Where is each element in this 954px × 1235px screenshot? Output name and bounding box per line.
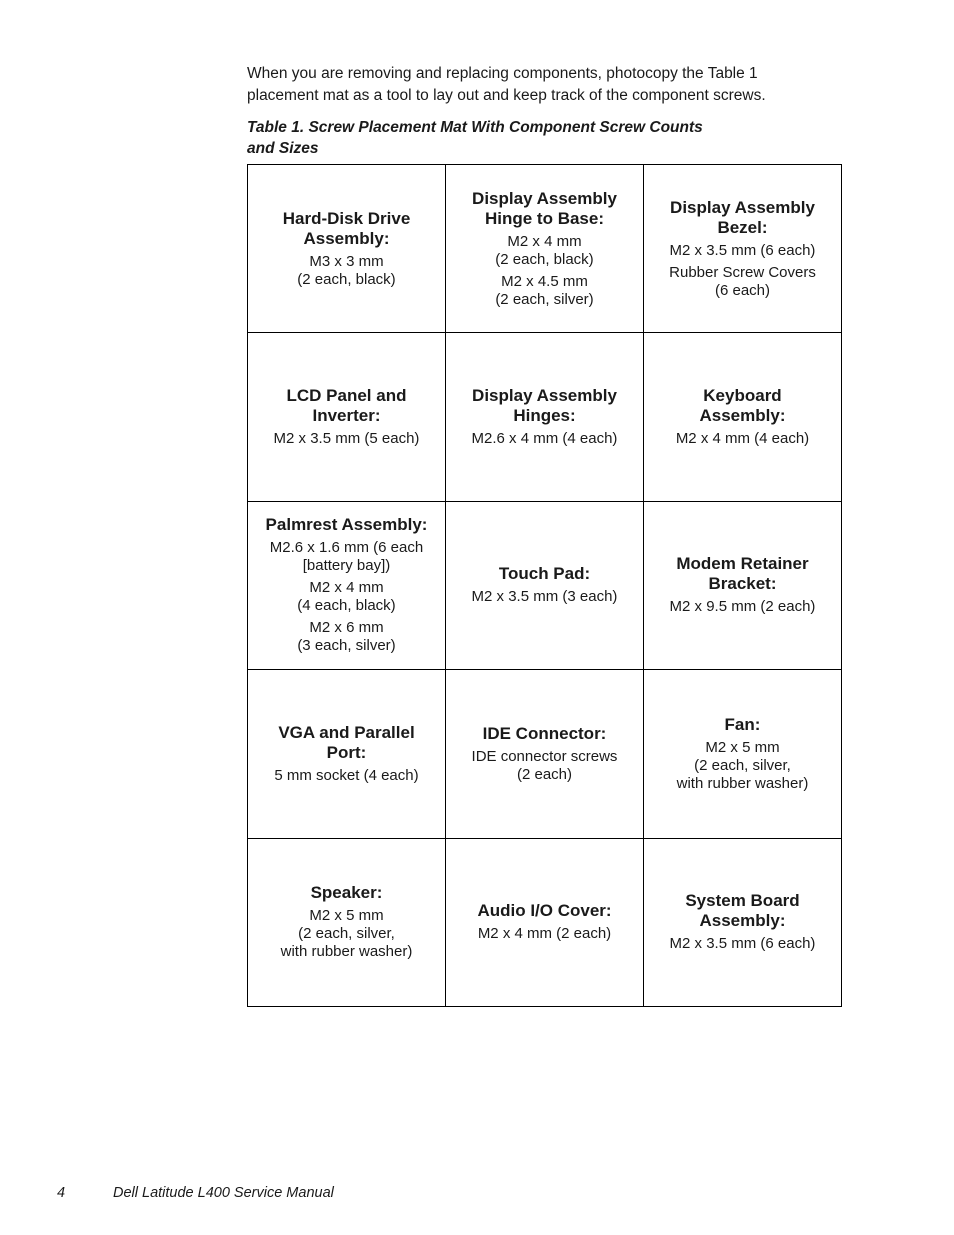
mat-cell (644, 165, 842, 333)
screw-spec: M2.6 x 4 mm (4 each) (471, 430, 618, 448)
component-name: Keyboard Assembly: (699, 386, 786, 426)
screw-spec: M3 x 3 mm (2 each, black) (297, 252, 396, 288)
component-name: VGA and Parallel Port: (278, 722, 415, 762)
mat-cell (644, 670, 842, 838)
screw-spec: Rubber Screw Covers (6 each) (669, 263, 816, 299)
component-name: Audio I/O Cover: (477, 901, 612, 921)
component-name: Modem Retainer Bracket: (676, 554, 809, 594)
screw-spec: M2 x 4 mm (4 each) (675, 430, 810, 448)
component-name: IDE Connector: (482, 723, 607, 743)
mat-row (248, 838, 842, 1006)
screw-spec: IDE connector screws (2 each) (471, 747, 618, 783)
mat-cell (644, 333, 842, 501)
screw-spec: M2 x 6 mm (3 each, silver) (297, 619, 396, 655)
screw-spec: M2 x 3.5 mm (5 each) (273, 430, 420, 448)
screw-spec: M2 x 3.5 mm (3 each) (471, 588, 618, 606)
mat-cell (446, 333, 644, 501)
mat-cell (248, 838, 446, 1006)
screw-spec: 5 mm socket (4 each) (274, 766, 419, 784)
screw-placement-mat (247, 164, 842, 1007)
screw-spec: M2 x 4.5 mm (2 each, silver) (495, 272, 594, 308)
screw-spec: M2 x 5 mm (2 each, silver, with rubber washer) (280, 907, 413, 961)
mat-cell (446, 165, 644, 333)
intro-paragraph: When you are removing and replacing components, photocopy the Table 1 placement mat as a tool to lay out and keep track of the component screws. (247, 65, 766, 104)
screw-spec: M2 x 4 mm (4 each, black) (297, 579, 396, 615)
mat-cell (644, 838, 842, 1006)
table-caption: Table 1. Screw Placement Mat With Component Screw Counts and Sizes (247, 119, 703, 157)
page-number: 4 (57, 1185, 66, 1201)
component-name: Display Assembly Hinge to Base: (472, 188, 617, 228)
mat-cell (446, 838, 644, 1006)
mat-cell (446, 501, 644, 669)
component-name: Display Assembly Bezel: (670, 197, 815, 237)
mat-row (248, 333, 842, 501)
component-name: Fan: (724, 714, 761, 734)
screw-spec: M2 x 4 mm (2 each) (477, 925, 612, 943)
mat-row (248, 165, 842, 333)
component-name: Palmrest Assembly: (265, 515, 428, 535)
manual-title: Dell Latitude L400 Service Manual (113, 1185, 334, 1201)
screw-spec: M2.6 x 1.6 mm (6 each [battery bay]) (269, 539, 424, 575)
mat-cell (446, 670, 644, 838)
screw-spec: M2 x 5 mm (2 each, silver, with rubber washer) (676, 738, 809, 792)
mat-cell (248, 165, 446, 333)
component-name: Touch Pad: (498, 564, 591, 584)
mat-row (248, 501, 842, 669)
screw-spec: M2 x 4 mm (2 each, black) (495, 232, 594, 268)
screw-spec: M2 x 9.5 mm (2 each) (669, 598, 816, 616)
component-name: LCD Panel and Inverter: (286, 386, 407, 426)
mat-cell (644, 501, 842, 669)
component-name: Display Assembly Hinges: (472, 386, 617, 426)
mat-cell (248, 670, 446, 838)
mat-cell (248, 501, 446, 669)
mat-body (248, 165, 842, 1007)
mat-cell (248, 333, 446, 501)
component-name: Speaker: (310, 883, 383, 903)
component-name: Hard-Disk Drive Assembly: (282, 208, 411, 248)
mat-row (248, 670, 842, 838)
screw-spec: M2 x 3.5 mm (6 each) (669, 935, 816, 953)
screw-spec: M2 x 3.5 mm (6 each) (669, 241, 816, 259)
component-name: System Board Assembly: (685, 891, 800, 931)
